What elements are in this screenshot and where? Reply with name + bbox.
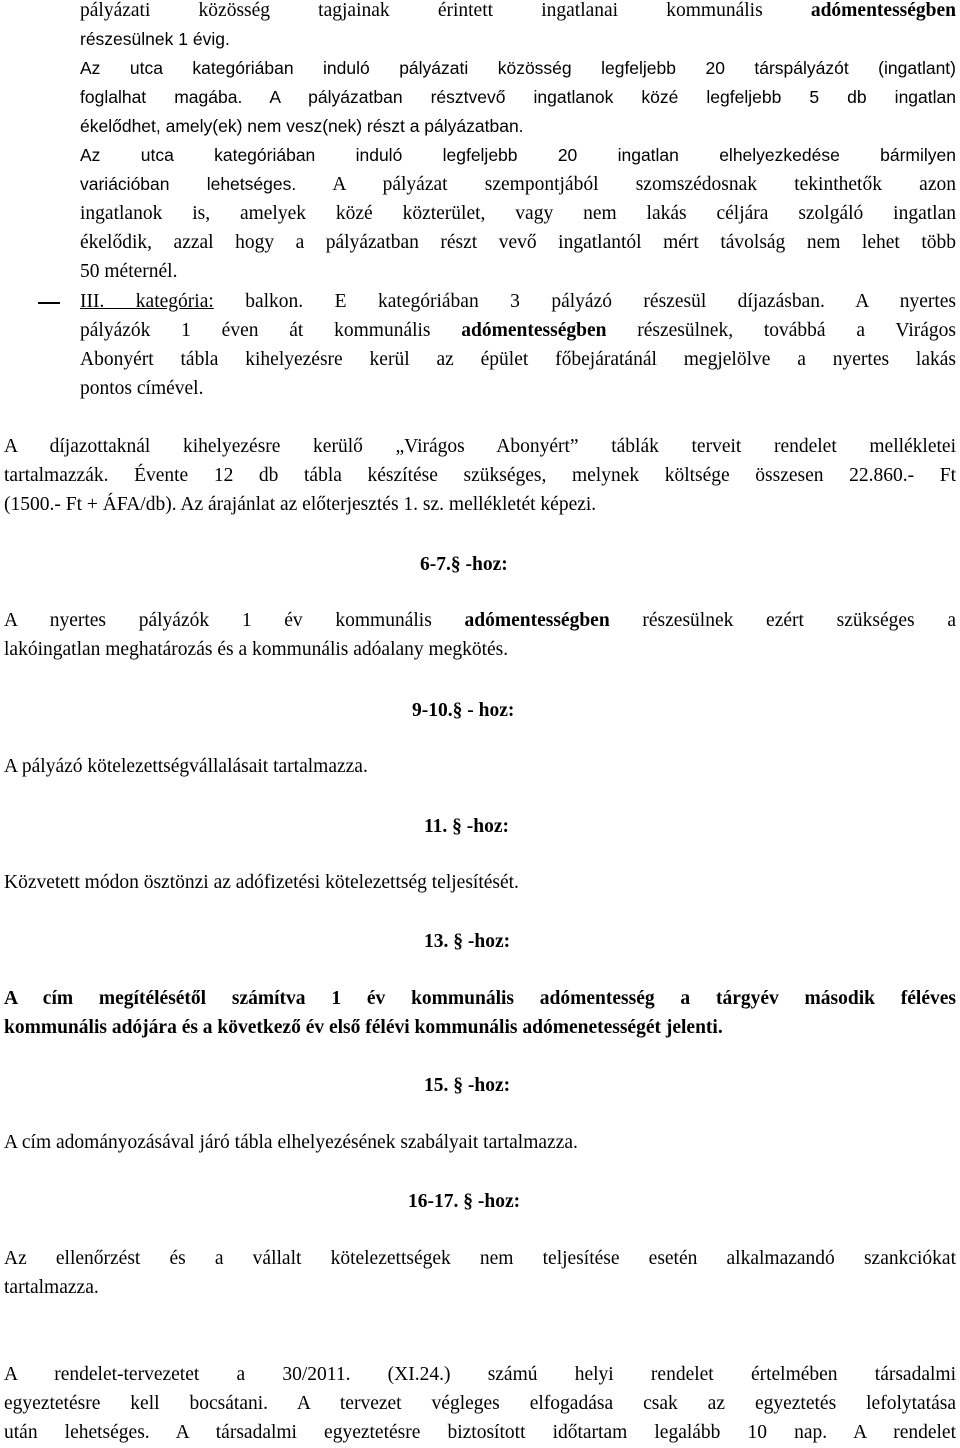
text-line: variációban lehetséges. A pályázat szempontjából szomszédosnak tekinthetők azon: [80, 174, 956, 195]
text-line: A díjazottaknál kihelyezésre kerülő „Virágos Abonyért” táblák terveit rendelet mellékletei: [4, 436, 956, 457]
paragraph-consultation: [4, 1360, 956, 1447]
section-heading: 16-17. § -hoz:: [408, 1191, 521, 1212]
text-line: Az utca kategóriában induló legfeljebb 20 ingatlan elhelyezkedése bármilyen: [80, 145, 956, 165]
list-item-category-3: [80, 287, 956, 403]
text-line: A nyertes pályázók 1 év kommunális adómentességben részesülnek ezért szükséges a: [4, 610, 956, 631]
text-line: (1500.- Ft + ÁFA/db). Az árajánlat az előterjesztés 1. sz. mellékletét képezi.: [4, 494, 597, 515]
text-line: Az utca kategóriában induló pályázati közösség legfeljebb 20 társpályázót (ingatlant): [80, 58, 956, 78]
text-line: pályázók 1 éven át kommunális adómentességben részesülnek, továbbá a Virágos: [80, 320, 956, 341]
list-item-neighbour-rule: [80, 199, 956, 286]
text-line: A cím adományozásával járó tábla elhelyezésének szabályait tartalmazza.: [4, 1132, 578, 1153]
section-heading: 6-7.§ -hoz:: [420, 554, 508, 575]
section-heading: 11. § -hoz:: [424, 816, 510, 837]
text-line: egyeztetésre kell bocsátani. A tervezet végleges elfogadása csak az egyeztetés lefolytatása: [4, 1393, 956, 1414]
text-line: A rendelet-tervezetet a 30/2011. (XI.24.) számú helyi rendelet értelmében társadalmi: [4, 1364, 956, 1385]
text-line: Közvetett módon ösztönzi az adófizetési kötelezettség teljesítését.: [4, 872, 519, 893]
text-line: részesülnek 1 évig.: [80, 29, 230, 49]
text-line: 50 méternél.: [80, 261, 178, 282]
text-line: lakóingatlan meghatározás és a kommunális adóalany megkötés.: [4, 639, 509, 660]
text-line: ingatlanok is, amelyek közé közterület, vagy nem lakás céljára szolgáló ingatlan: [80, 203, 956, 224]
text-line: kommunális adójára és a következő év első félévi kommunális adómenetességét jelenti.: [4, 1017, 723, 1038]
text-line: ékelődik, azzal hogy a pályázatban részt vevő ingatlantól mért távolság nem lehet több: [80, 232, 956, 253]
text-line: A pályázó kötelezettségvállalásait tartalmazza.: [4, 756, 368, 777]
dash-bullet: [38, 302, 60, 304]
paragraph-signs: [4, 432, 956, 519]
section-heading: 9-10.§ - hoz:: [412, 700, 515, 721]
text-line: pályázati közösség tagjainak érintett ingatlanai kommunális adómentességben: [80, 0, 956, 21]
section-body: [4, 1128, 956, 1157]
section-body: [4, 984, 956, 1042]
list-item-cat2-text: [80, 0, 956, 25]
list-item-cat2-rules: [80, 25, 956, 199]
section-body: [4, 1244, 956, 1302]
section-body: [4, 752, 956, 781]
section-heading: 13. § -hoz:: [424, 931, 511, 952]
text-line: III. kategória: balkon. E kategóriában 3 pályázó részesül díjazásban. A nyertes: [80, 291, 956, 312]
text-line: Az ellenőrzést és a vállalt kötelezettségek nem teljesítése esetén alkalmazandó szankciókat: [4, 1248, 956, 1269]
section-body: [4, 868, 956, 897]
text-line: tartalmazza.: [4, 1277, 99, 1298]
text-line: után lehetséges. A társadalmi egyeztetésre biztosított időtartam legalább 10 nap. A rendelet: [4, 1422, 956, 1443]
section-body: [4, 606, 956, 664]
text-line: ékelődhet, amely(ek) nem vesz(nek) részt a pályázatban.: [80, 116, 524, 136]
text-line: A cím megítélésétől számítva 1 év kommunális adómentesség a tárgyév második féléves: [4, 988, 956, 1009]
text-line: foglalhat magába. A pályázatban résztvevő ingatlanok közé legfeljebb 5 db ingatlan: [80, 87, 956, 107]
category-label: III. kategória:: [80, 291, 214, 312]
text-line: Abonyért tábla kihelyezésre kerül az épület főbejáratánál megjelölve a nyertes lakás: [80, 349, 956, 370]
text-line: tartalmazzák. Évente 12 db tábla készítése szükséges, melynek költsége összesen 22.860.- Ft: [4, 465, 956, 486]
section-heading: 15. § -hoz:: [424, 1075, 511, 1096]
text-line: pontos címével.: [80, 378, 204, 399]
